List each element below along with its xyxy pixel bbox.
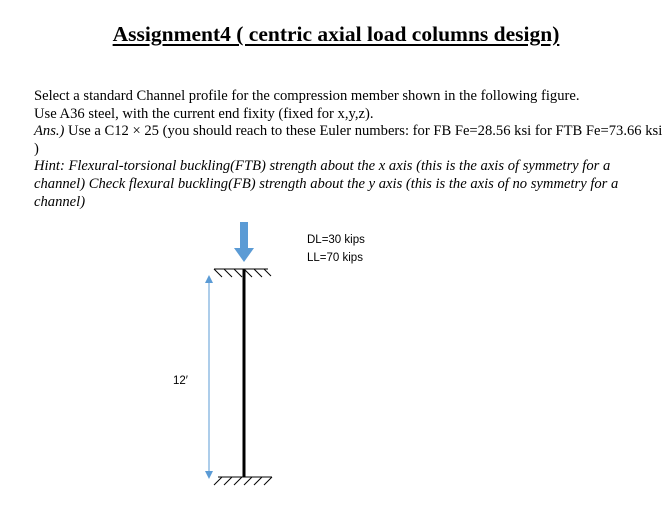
column-length-label: 12′ (173, 375, 188, 387)
problem-line-2: Use A36 steel, with the current end fixity (fixed for x,y,z). (34, 105, 374, 122)
load-arrow-icon (234, 222, 254, 262)
live-load-label: LL=70 kips (307, 252, 363, 264)
length-dimension-line (205, 275, 213, 479)
document-title: Assignment4 ( centric axial load columns design) (112, 22, 560, 46)
hint-paragraph: Hint: Flexural-torsional buckling(FTB) strength about the x axis (this is the axis of symmetry for a channel) Check flexural buckling(FB) strength about the y axis (this is the axis of no symmetry for a channel) (34, 158, 619, 210)
answer-text: Use a C12 × 25 (you should reach to these Euler numbers: for FB Fe=28.56 ksi for FTB Fe=73.66 ksi ) (34, 123, 663, 157)
answer-label: Ans.) (34, 123, 65, 140)
problem-line-1: Select a standard Channel profile for the compression member shown in the following figure. (34, 88, 580, 104)
bottom-fixed-support (214, 477, 272, 485)
dead-load-label: DL=30 kips (307, 234, 365, 246)
